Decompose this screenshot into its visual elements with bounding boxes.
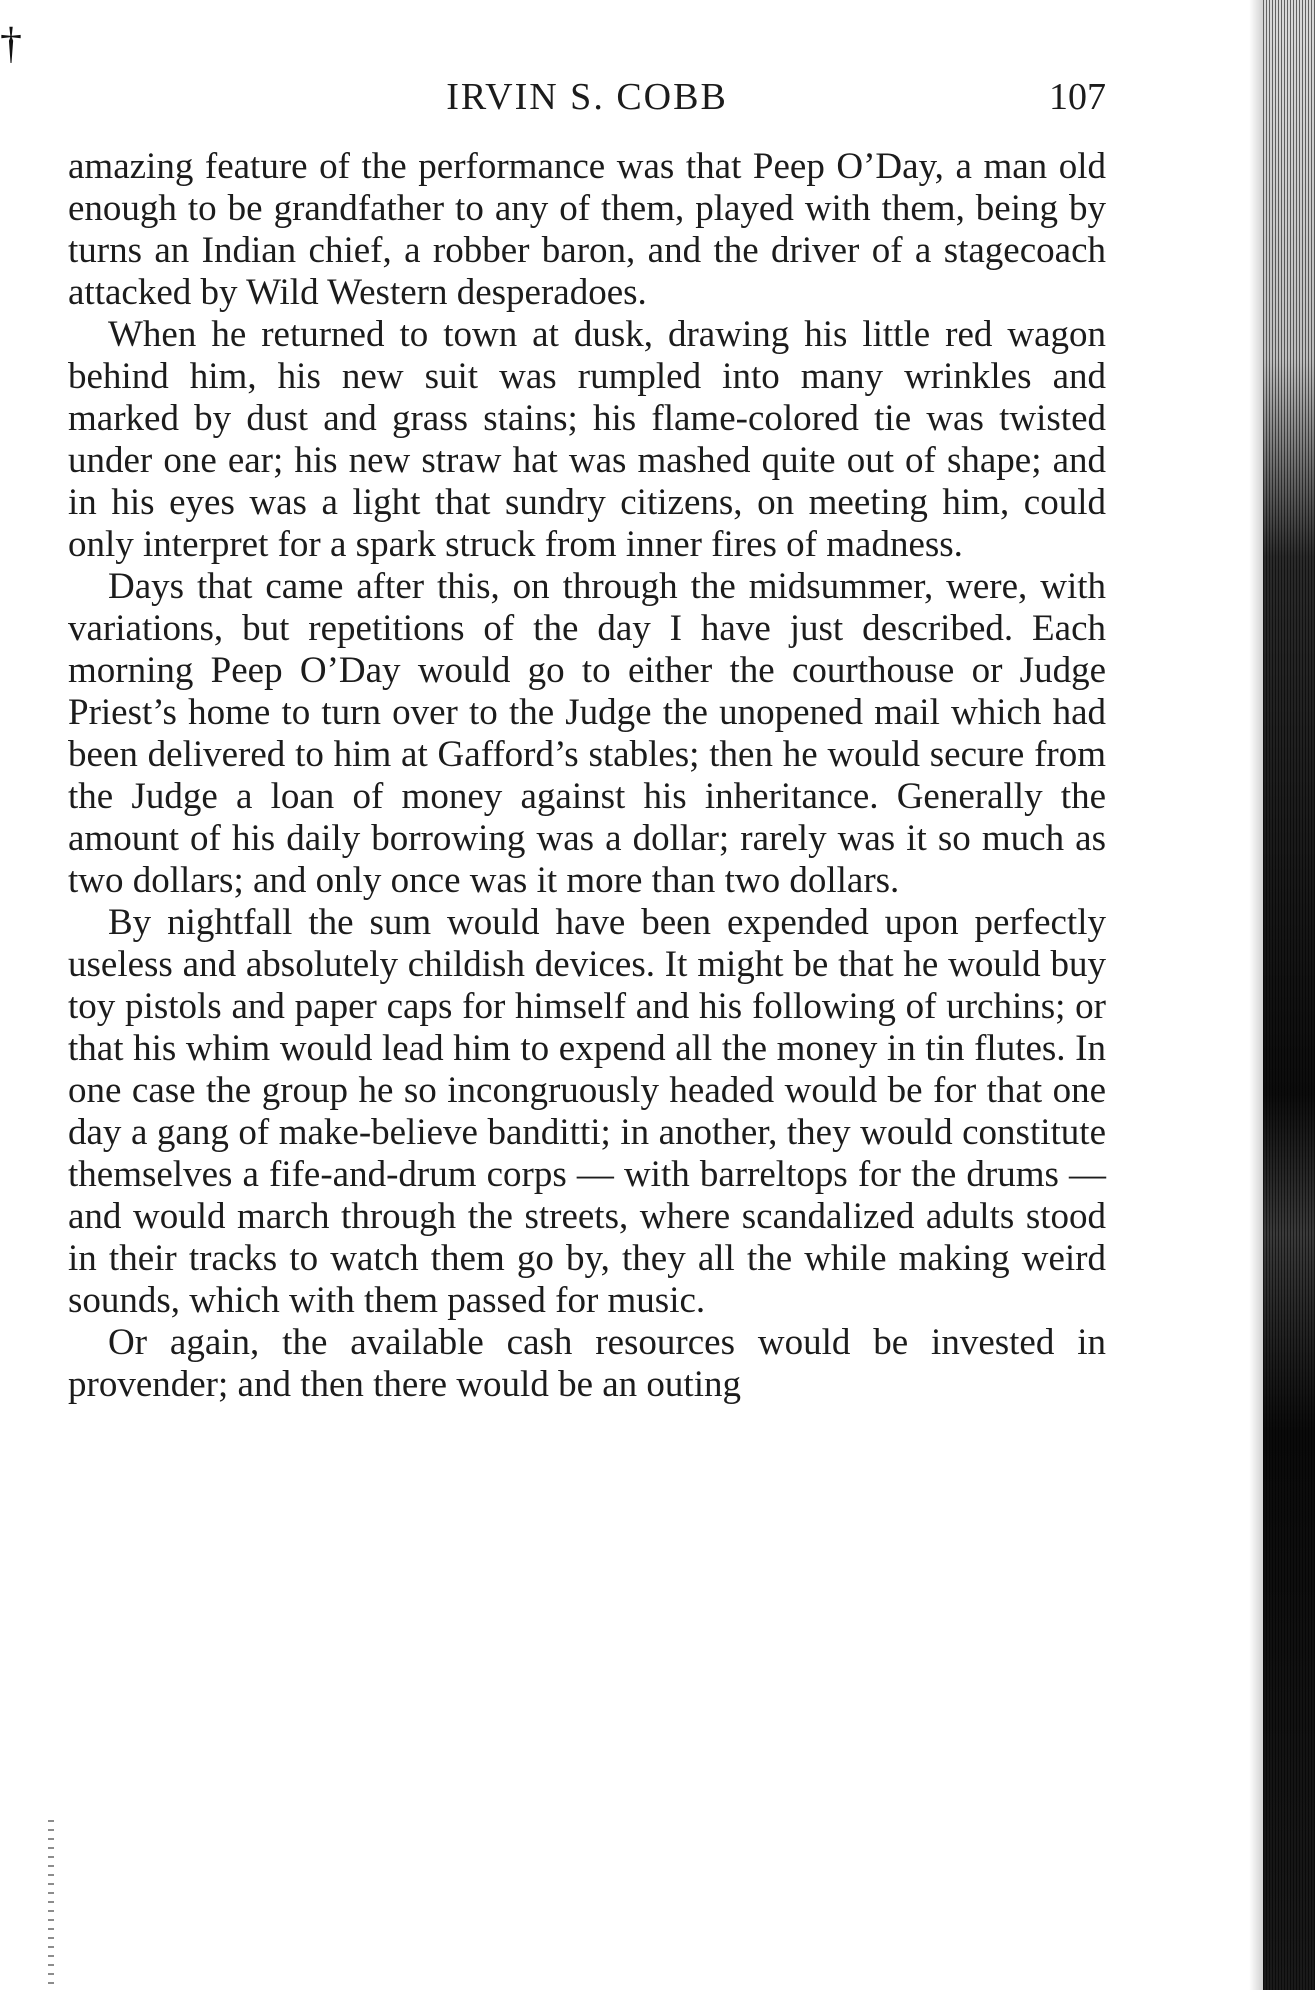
paragraph-1: amazing feature of the performance was that Peep O’Day, a man old enough to be grandfather to any of them, played with them, being by turns an Indian chief, a robber baron, and the driver of a stagecoach attacked by Wild Western desperadoes. <box>68 146 1106 313</box>
page-header <box>68 72 1106 122</box>
binding-specks <box>48 1820 54 1990</box>
paragraph-5: Or again, the available cash resources would be invested in provender; and then there would be an outing <box>68 1322 1106 1405</box>
page-number: 107 <box>1049 76 1106 118</box>
page-edge-scan-shadow <box>1263 0 1315 1990</box>
corner-mark-glyph: † <box>0 19 22 68</box>
paragraph-4: By nightfall the sum would have been expended upon perfectly useless and absolutely childish devices. It might be that he would buy toy pistols and paper caps for himself and his following of urchins; or that his whim would lead him to expend all the money in tin flutes. In one case the group he so incongruously headed would be for that one day a gang of make-believe banditti; in another, they would constitute themselves a fife-and-drum corps — with barreltops for the drums — and would march through the streets, where scandalized adults stood in their tracks to watch them go by, they all the while making weird sounds, which with them passed for music. <box>68 902 1106 1321</box>
running-head: IRVIN S. COBB <box>446 76 728 118</box>
paragraph-2: When he returned to town at dusk, drawing his little red wagon behind him, his new suit was rumpled into many wrinkles and marked by dust and grass stains; his flame-colored tie was twisted under one ear; his new straw hat was mashed quite out of shape; and in his eyes was a light that sundry citizens, on meeting him, could only interpret for a spark struck from inner fires of madness. <box>68 314 1106 565</box>
paragraph-3: Days that came after this, on through the midsummer, were, with variations, but repetitions of the day I have just described. Each morning Peep O’Day would go to either the courthouse or Judge Priest’s home to turn over to the Judge the unopened mail which had been delivered to him at Gafford’s stables; then he would secure from the Judge a loan of money against his inheritance. Generally the amount of his daily borrowing was a dollar; rarely was it so much as two dollars; and only once was it more than two dollars. <box>68 566 1106 901</box>
page-edge-gradient <box>1249 0 1263 1990</box>
body-text <box>68 146 1106 1406</box>
